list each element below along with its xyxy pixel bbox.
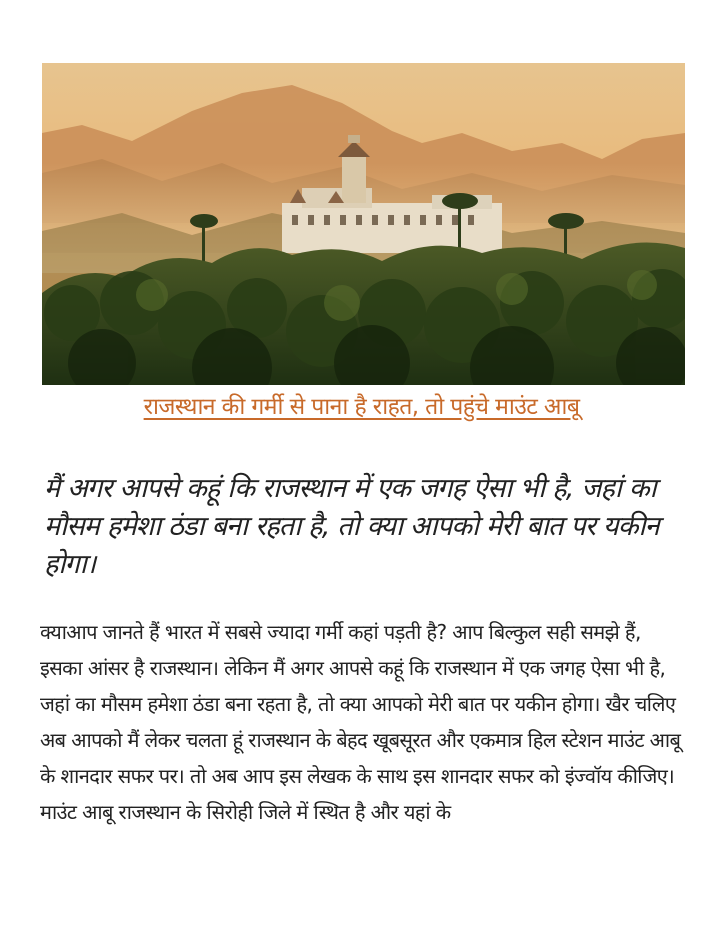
mount-abu-landscape-illustration <box>42 63 685 385</box>
article-title-link[interactable]: राजस्थान की गर्मी से पाना है राहत, तो पहुंचे माउंट आबू <box>143 394 580 420</box>
lead-paragraph: मैं अगर आपसे कहूं कि राजस्थान में एक जगह ऐसा भी है, जहां का मौसम हमेशा ठंडा बना रहता है, तो क्या आपको मेरी बात पर यकीन होगा। <box>44 473 659 580</box>
hero-image <box>42 63 685 385</box>
body-paragraph: क्याआप जानते हैं भारत में सबसे ज्यादा गर्मी कहां पड़ती है? आप बिल्कुल सही समझे हैं, इसका आंसर है राजस्थान। लेकिन मैं अगर आपसे कहूं कि राजस्थान में एक जगह ऐसा भी है, जहां का मौसम हमेशा ठंडा बना रहता है, तो क्या आपको मेरी बात पर यकीन होगा। खैर चलिए अब आपको मैं लेकर चलता हूं राजस्थान के बेहद खूबसूरत और एकमात्र हिल स्टेशन माउंट आबू के शानदार सफर पर। तो अब आप इस लेखक के साथ इस शानदार सफर को इंज्वॉय कीजिए। माउंट आबू राजस्थान के सिरोही जिले में स्थित है और यहां के <box>40 620 681 824</box>
